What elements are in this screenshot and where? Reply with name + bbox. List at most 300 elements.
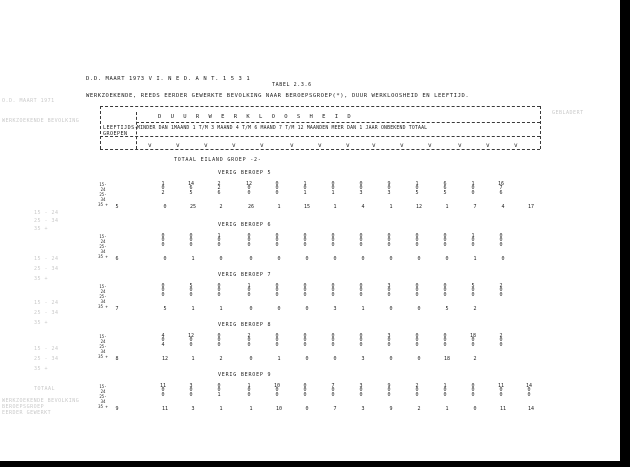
column-marker: v bbox=[486, 142, 490, 149]
table-cell: 18 bbox=[469, 333, 477, 339]
table-cell: 0 bbox=[189, 291, 193, 298]
table-cell: 0 bbox=[387, 341, 391, 348]
table-cell: 0 bbox=[415, 283, 419, 289]
age-group-label: 15-24 bbox=[99, 284, 107, 294]
table-cell-stack bbox=[328, 334, 338, 347]
table-cell: 0 bbox=[415, 391, 419, 398]
table-cell: 0 bbox=[331, 291, 335, 298]
table-cell: 2 bbox=[415, 383, 419, 389]
table-cell: 1 bbox=[303, 181, 307, 187]
age-group-labels bbox=[98, 284, 108, 309]
table-cell: 0 bbox=[247, 185, 251, 192]
table-total: 5 bbox=[445, 306, 449, 312]
table-cell: 0 bbox=[499, 233, 503, 239]
table-cell: 2 bbox=[217, 181, 221, 187]
table-cell-stack bbox=[496, 182, 506, 195]
table-total: 0 bbox=[249, 256, 253, 262]
table-cell: 0 bbox=[415, 233, 419, 239]
table-cell: 0 bbox=[471, 341, 475, 348]
table-cell: 0 bbox=[275, 333, 279, 339]
age-group-label: 35 + bbox=[98, 304, 108, 309]
age-group-header-2: GROEPEN bbox=[103, 131, 128, 137]
table-cell: 0 bbox=[387, 185, 391, 192]
table-total: 15 bbox=[303, 204, 311, 210]
table-cell: 0 bbox=[499, 337, 503, 344]
table-total: 1 bbox=[361, 306, 365, 312]
column-marker: v bbox=[318, 142, 322, 149]
column-marker: v bbox=[400, 142, 404, 149]
table-total: 0 bbox=[417, 306, 421, 312]
table-cell: 0 bbox=[359, 291, 363, 298]
table-cell: 0 bbox=[247, 233, 251, 239]
table-cell-stack bbox=[468, 234, 478, 247]
table-cell: 0 bbox=[527, 387, 531, 394]
table-title: WERKZOEKENDE, REEDS EERDER GEWERKTE BEVOLKING NAAR BEROEPSGROEP(*), DUUR WERKLOOSHEID EN LEEFTIJD. bbox=[86, 93, 470, 99]
table-cell-stack bbox=[244, 384, 254, 397]
table-cell-stack bbox=[272, 234, 282, 247]
table-total: 12 bbox=[415, 204, 423, 210]
table-cell: 0 bbox=[247, 337, 251, 344]
table-total: 3 bbox=[361, 406, 365, 412]
table-cell: 0 bbox=[527, 391, 531, 398]
table-cell: 0 bbox=[189, 387, 193, 394]
ghost-text-top-left: O.D. MAART 1971 bbox=[2, 98, 55, 104]
table-cell: 0 bbox=[161, 387, 165, 394]
table-cell-stack bbox=[244, 182, 254, 195]
table-total: 0 bbox=[305, 406, 309, 412]
table-cell-stack bbox=[496, 284, 506, 297]
table-cell: 0 bbox=[499, 241, 503, 248]
table-cell-stack bbox=[412, 284, 422, 297]
ghost-text-mid-left: WERKZOEKENDE BEVOLKING bbox=[2, 118, 80, 124]
table-cell: 0 bbox=[471, 237, 475, 244]
table-cell: 9 bbox=[387, 383, 391, 389]
table-total: 0 bbox=[305, 306, 309, 312]
table-cell: 0 bbox=[247, 241, 251, 248]
table-cell: 0 bbox=[189, 237, 193, 244]
table-total: 8 bbox=[115, 356, 119, 362]
table-total: 0 bbox=[163, 256, 167, 262]
section-title: VERIG BEROEP 9 bbox=[218, 372, 272, 378]
table-cell: 0 bbox=[471, 291, 475, 298]
table-total: 10 bbox=[275, 406, 283, 412]
table-cell-stack bbox=[158, 334, 168, 347]
table-cell-stack bbox=[356, 234, 366, 247]
table-total: 9 bbox=[115, 406, 119, 412]
table-total: 0 bbox=[333, 356, 337, 362]
table-cell: 3 bbox=[359, 189, 363, 196]
table-cell-stack bbox=[244, 234, 254, 247]
table-cell: 0 bbox=[303, 391, 307, 398]
column-marker: v bbox=[260, 142, 264, 149]
table-cell-stack bbox=[186, 182, 196, 195]
table-cell: 0 bbox=[443, 233, 447, 239]
table-cell: 0 bbox=[275, 241, 279, 248]
table-cell: 11 bbox=[497, 383, 505, 389]
age-group-labels bbox=[98, 334, 108, 359]
table-cell-stack bbox=[214, 284, 224, 297]
age-group-label: 25-34 bbox=[99, 294, 107, 304]
table-cell-stack bbox=[440, 182, 450, 195]
ghost-foot-3: EERDER GEWERKT bbox=[2, 410, 52, 416]
table-cell-stack bbox=[214, 234, 224, 247]
table-cell: 16 bbox=[497, 181, 505, 187]
table-cell-stack bbox=[300, 234, 310, 247]
table-cell-stack bbox=[186, 234, 196, 247]
table-cell: 0 bbox=[303, 233, 307, 239]
table-cell: 0 bbox=[161, 185, 165, 192]
report-header: D.D. MAART 1973 V I. N E D. A N T. 1 5 3 1 bbox=[86, 76, 251, 82]
table-cell-stack bbox=[440, 384, 450, 397]
table-total: 0 bbox=[389, 356, 393, 362]
table-cell: 0 bbox=[247, 291, 251, 298]
age-group-label: 25-34 bbox=[99, 344, 107, 354]
table-cell: 0 bbox=[443, 287, 447, 294]
table-total: 5 bbox=[163, 306, 167, 312]
table-cell: 0 bbox=[275, 189, 279, 196]
table-cell: 0 bbox=[331, 241, 335, 248]
table-total: 1 bbox=[445, 406, 449, 412]
table-cell: 0 bbox=[247, 341, 251, 348]
column-marker: v bbox=[372, 142, 376, 149]
table-cell: 0 bbox=[275, 185, 279, 192]
table-total: 0 bbox=[389, 256, 393, 262]
table-cell-stack bbox=[496, 384, 506, 397]
table-cell: 5 bbox=[189, 283, 193, 289]
table-cell: 0 bbox=[359, 287, 363, 294]
table-cell: 0 bbox=[275, 291, 279, 298]
duration-categories: MINDER DAN 1MAAND 1 T/M 3 MAAND 4 T/M 6 MAAND 7 T/M 12 MAANDEN MEER DAN 1 JAAR ONBEKEND TOTAAL bbox=[137, 126, 428, 131]
table-cell: 0 bbox=[359, 237, 363, 244]
ghost-row-label: 35 + bbox=[34, 366, 49, 372]
table-total: 4 bbox=[361, 204, 365, 210]
table-cell: 7 bbox=[499, 185, 503, 192]
table-total: 1 bbox=[191, 356, 195, 362]
table-total: 0 bbox=[277, 256, 281, 262]
table-cell: 0 bbox=[247, 391, 251, 398]
table-cell: 0 bbox=[275, 391, 279, 398]
table-cell: 0 bbox=[161, 237, 165, 244]
column-marker: v bbox=[458, 142, 462, 149]
table-cell: 0 bbox=[359, 387, 363, 394]
ghost-row-label: 35 + bbox=[34, 226, 49, 232]
table-total: 7 bbox=[115, 306, 119, 312]
table-cell: 0 bbox=[275, 387, 279, 394]
table-cell-stack bbox=[384, 182, 394, 195]
table-total: 11 bbox=[499, 406, 507, 412]
table-cell: 0 bbox=[415, 291, 419, 298]
table-total: 0 bbox=[473, 406, 477, 412]
age-group-header-1: LEEFTIJDS- bbox=[103, 125, 139, 131]
table-cell: 0 bbox=[415, 185, 419, 192]
table-cell: 0 bbox=[499, 391, 503, 398]
table-cell: 0 bbox=[387, 387, 391, 394]
table-cell-stack bbox=[300, 334, 310, 347]
table-cell: 0 bbox=[387, 291, 391, 298]
ghost-foot-2: BEROEPSGROEP bbox=[2, 404, 45, 410]
table-cell: 5 bbox=[443, 189, 447, 196]
table-cell-stack bbox=[468, 284, 478, 297]
table-total: 5 bbox=[115, 204, 119, 210]
table-cell: 0 bbox=[387, 391, 391, 398]
table-cell: 0 bbox=[161, 233, 165, 239]
table-cell-stack bbox=[412, 334, 422, 347]
age-group-labels bbox=[98, 182, 108, 207]
table-total: 1 bbox=[389, 204, 393, 210]
table-cell: 0 bbox=[303, 241, 307, 248]
table-cell: 0 bbox=[275, 287, 279, 294]
table-total: 0 bbox=[305, 356, 309, 362]
table-cell: 0 bbox=[471, 185, 475, 192]
table-cell-stack bbox=[272, 384, 282, 397]
table-cell: 1 bbox=[247, 383, 251, 389]
table-cell: 12 bbox=[187, 333, 195, 339]
ghost-row-label: 25 - 34 bbox=[34, 266, 59, 272]
table-cell-stack bbox=[468, 384, 478, 397]
table-cell: 0 bbox=[303, 283, 307, 289]
table-cell: 0 bbox=[189, 241, 193, 248]
scan-border-bottom bbox=[0, 461, 630, 467]
table-total: 1 bbox=[219, 406, 223, 412]
table-cell: 0 bbox=[443, 237, 447, 244]
header-rule-under bbox=[100, 149, 540, 150]
table-cell: 0 bbox=[415, 341, 419, 348]
table-cell-stack bbox=[468, 334, 478, 347]
ghost-row-label: 35 + bbox=[34, 276, 49, 282]
table-cell: 0 bbox=[499, 237, 503, 244]
ghost-row-label: 15 - 24 bbox=[34, 346, 59, 352]
table-cell: 0 bbox=[247, 287, 251, 294]
table-cell: 0 bbox=[331, 333, 335, 339]
table-cell: 0 bbox=[217, 383, 221, 389]
table-cell: 0 bbox=[359, 337, 363, 344]
table-cell: 0 bbox=[161, 337, 165, 344]
table-total: 1 bbox=[277, 204, 281, 210]
table-cell: 0 bbox=[359, 185, 363, 192]
table-total: 0 bbox=[417, 256, 421, 262]
table-cell: 1 bbox=[303, 189, 307, 196]
table-number: TABEL 2.3.6 bbox=[272, 82, 312, 88]
table-cell: 6 bbox=[217, 189, 221, 196]
table-cell-stack bbox=[412, 384, 422, 397]
table-cell: 0 bbox=[443, 241, 447, 248]
table-cell: 2 bbox=[247, 333, 251, 339]
table-total: 1 bbox=[333, 204, 337, 210]
table-total: 3 bbox=[361, 356, 365, 362]
table-cell: 0 bbox=[331, 287, 335, 294]
table-total: 1 bbox=[445, 204, 449, 210]
table-cell: 0 bbox=[499, 387, 503, 394]
table-cell-stack bbox=[214, 182, 224, 195]
table-cell: 0 bbox=[499, 287, 503, 294]
table-cell: 0 bbox=[415, 387, 419, 394]
table-cell-stack bbox=[384, 284, 394, 297]
table-cell: 0 bbox=[443, 341, 447, 348]
table-cell: 0 bbox=[443, 333, 447, 339]
table-cell: 1 bbox=[247, 283, 251, 289]
table-cell: 0 bbox=[161, 291, 165, 298]
table-cell-stack bbox=[496, 334, 506, 347]
duration-spanner: D U U R W E R K L O O S H E I D bbox=[158, 114, 354, 120]
table-total: 1 bbox=[219, 306, 223, 312]
table-cell: 5 bbox=[471, 283, 475, 289]
table-total: 0 bbox=[277, 306, 281, 312]
age-group-label: 35 + bbox=[98, 202, 108, 207]
table-cell: 0 bbox=[161, 287, 165, 294]
table-cell-stack bbox=[328, 182, 338, 195]
age-group-label: 35 + bbox=[98, 354, 108, 359]
column-marker: v bbox=[346, 142, 350, 149]
table-total: 0 bbox=[249, 356, 253, 362]
ghost-row-label: 25 - 34 bbox=[34, 218, 59, 224]
table-cell: 0 bbox=[359, 181, 363, 187]
table-cell: 6 bbox=[499, 189, 503, 196]
table-cell: 5 bbox=[189, 189, 193, 196]
table-cell: 6 bbox=[443, 185, 447, 192]
table-cell-stack bbox=[158, 384, 168, 397]
table-cell-stack bbox=[214, 334, 224, 347]
table-total: 0 bbox=[501, 256, 505, 262]
table-cell-stack bbox=[384, 384, 394, 397]
table-total: 0 bbox=[417, 356, 421, 362]
table-total: 1 bbox=[249, 406, 253, 412]
table-cell: 0 bbox=[303, 387, 307, 394]
table-total: 14 bbox=[527, 406, 535, 412]
table-cell: 7 bbox=[331, 383, 335, 389]
table-cell: 11 bbox=[159, 383, 167, 389]
table-cell-stack bbox=[384, 334, 394, 347]
table-cell: 0 bbox=[387, 287, 391, 294]
table-cell: 0 bbox=[387, 337, 391, 344]
table-cell: 0 bbox=[359, 391, 363, 398]
table-total: 3 bbox=[191, 406, 195, 412]
table-cell-stack bbox=[412, 182, 422, 195]
table-cell: 5 bbox=[415, 189, 419, 196]
table-cell-stack bbox=[158, 284, 168, 297]
table-cell: 1 bbox=[471, 233, 475, 239]
age-group-label: 25-34 bbox=[99, 192, 107, 202]
table-cell: 0 bbox=[331, 181, 335, 187]
table-cell: 0 bbox=[217, 241, 221, 248]
column-marker: v bbox=[290, 142, 294, 149]
table-cell: 1 bbox=[217, 391, 221, 398]
table-cell: 0 bbox=[303, 341, 307, 348]
table-cell: 0 bbox=[471, 337, 475, 344]
table-cell: 0 bbox=[387, 237, 391, 244]
table-cell: 12 bbox=[245, 181, 253, 187]
table-cell: 3 bbox=[387, 189, 391, 196]
ghost-row-label: 15 - 24 bbox=[34, 210, 59, 216]
ghost-row-label: 35 + bbox=[34, 320, 49, 326]
age-group-label: 35 + bbox=[98, 404, 108, 409]
table-cell: 0 bbox=[331, 387, 335, 394]
table-cell-stack bbox=[440, 234, 450, 247]
table-cell: 0 bbox=[303, 237, 307, 244]
table-cell-stack bbox=[244, 334, 254, 347]
table-cell: 0 bbox=[331, 233, 335, 239]
table-cell: 10 bbox=[273, 383, 281, 389]
table-cell: 0 bbox=[415, 333, 419, 339]
table-cell-stack bbox=[300, 182, 310, 195]
table-cell: 0 bbox=[275, 237, 279, 244]
ghost-row-label: 25 - 34 bbox=[34, 310, 59, 316]
table-cell: 0 bbox=[359, 241, 363, 248]
table-cell: 0 bbox=[275, 233, 279, 239]
ghost-foot-1: WERKZOEKENDE BEVOLKING bbox=[2, 398, 80, 404]
table-cell: 0 bbox=[415, 287, 419, 294]
table-cell: 3 bbox=[359, 383, 363, 389]
table-total: 2 bbox=[417, 406, 421, 412]
table-cell-stack bbox=[356, 384, 366, 397]
column-marker: v bbox=[232, 142, 236, 149]
table-cell: 0 bbox=[303, 291, 307, 298]
table-total: 25 bbox=[189, 204, 197, 210]
table-cell-stack bbox=[214, 384, 224, 397]
table-cell: 9 bbox=[387, 181, 391, 187]
table-cell: 1 bbox=[161, 181, 165, 187]
table-total: 12 bbox=[161, 356, 169, 362]
table-total: 0 bbox=[249, 306, 253, 312]
table-total: 4 bbox=[501, 204, 505, 210]
table-total: 1 bbox=[277, 356, 281, 362]
table-cell: 0 bbox=[161, 241, 165, 248]
table-cell: 0 bbox=[217, 333, 221, 339]
table-total: 2 bbox=[473, 356, 477, 362]
table-cell-stack bbox=[272, 334, 282, 347]
table-total: 2 bbox=[219, 356, 223, 362]
ghost-text-top-right: GEBLADERT bbox=[552, 110, 584, 116]
table-cell: 0 bbox=[443, 291, 447, 298]
table-cell: 3 bbox=[189, 383, 193, 389]
table-total: 0 bbox=[219, 256, 223, 262]
table-cell-stack bbox=[186, 284, 196, 297]
table-cell-stack bbox=[440, 284, 450, 297]
table-total: 17 bbox=[527, 204, 535, 210]
table-cell: 0 bbox=[471, 189, 475, 196]
age-group-label: 15-24 bbox=[99, 334, 107, 344]
header-rule-top bbox=[100, 106, 540, 107]
table-cell-stack bbox=[412, 234, 422, 247]
ghost-row-label: 25 - 34 bbox=[34, 356, 59, 362]
table-cell: 0 bbox=[217, 237, 221, 244]
table-cell: 0 bbox=[275, 341, 279, 348]
table-cell: 0 bbox=[331, 237, 335, 244]
table-total: 2 bbox=[473, 306, 477, 312]
table-total: 0 bbox=[305, 256, 309, 262]
scan-border-right bbox=[620, 0, 630, 467]
age-group-label: 15-24 bbox=[99, 182, 107, 192]
table-cell: 0 bbox=[303, 185, 307, 192]
table-total: 0 bbox=[333, 256, 337, 262]
table-cell: 0 bbox=[217, 283, 221, 289]
table-cell: 3 bbox=[387, 333, 391, 339]
table-cell: 0 bbox=[359, 283, 363, 289]
table-cell: 0 bbox=[359, 233, 363, 239]
table-cell: 0 bbox=[275, 337, 279, 344]
table-cell-stack bbox=[186, 334, 196, 347]
table-cell: 0 bbox=[303, 333, 307, 339]
table-cell-stack bbox=[440, 334, 450, 347]
table-cell: 0 bbox=[415, 337, 419, 344]
age-group-label: 15-24 bbox=[99, 234, 107, 244]
table-cell: 1 bbox=[443, 383, 447, 389]
age-group-labels bbox=[98, 234, 108, 259]
table-cell: 0 bbox=[443, 391, 447, 398]
table-cell-stack bbox=[300, 384, 310, 397]
table-cell: 0 bbox=[303, 383, 307, 389]
table-cell: 0 bbox=[247, 189, 251, 196]
continued-label: TOTAAL EILAND GROEP -2- bbox=[174, 157, 262, 163]
